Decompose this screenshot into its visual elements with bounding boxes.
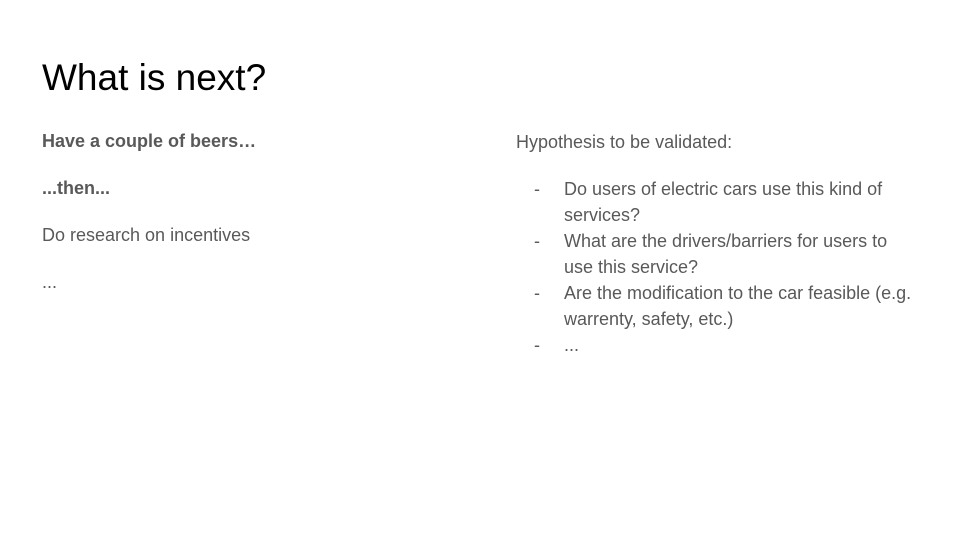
hypothesis-intro: Hypothesis to be validated:: [516, 132, 733, 152]
list-item-text: Are the modification to the car feasible (e.g. warrenty, safety, etc.): [564, 283, 912, 329]
hypothesis-list: [516, 176, 916, 358]
list-item: [516, 332, 916, 358]
slide-title: What is next?: [42, 57, 267, 98]
bullet-dash: -: [534, 335, 540, 355]
list-item-text: What are the drivers/barriers for users to use this service?: [564, 231, 888, 277]
left-line-then: ...then...: [42, 178, 111, 198]
bullet-dash: -: [534, 231, 540, 251]
list-item: [516, 228, 916, 280]
list-item-text: ...: [564, 335, 580, 355]
right-column: [516, 129, 916, 358]
bullet-dash: -: [534, 179, 540, 199]
bullet-dash: -: [534, 283, 540, 303]
left-column: [42, 129, 472, 317]
left-line-ellipsis: ...: [42, 272, 58, 292]
left-line-beers: Have a couple of beers…: [42, 131, 257, 151]
list-item: [516, 176, 916, 228]
list-item-text: Do users of electric cars use this kind of services?: [564, 179, 883, 225]
list-item: [516, 280, 916, 332]
left-line-research: Do research on incentives: [42, 225, 251, 245]
